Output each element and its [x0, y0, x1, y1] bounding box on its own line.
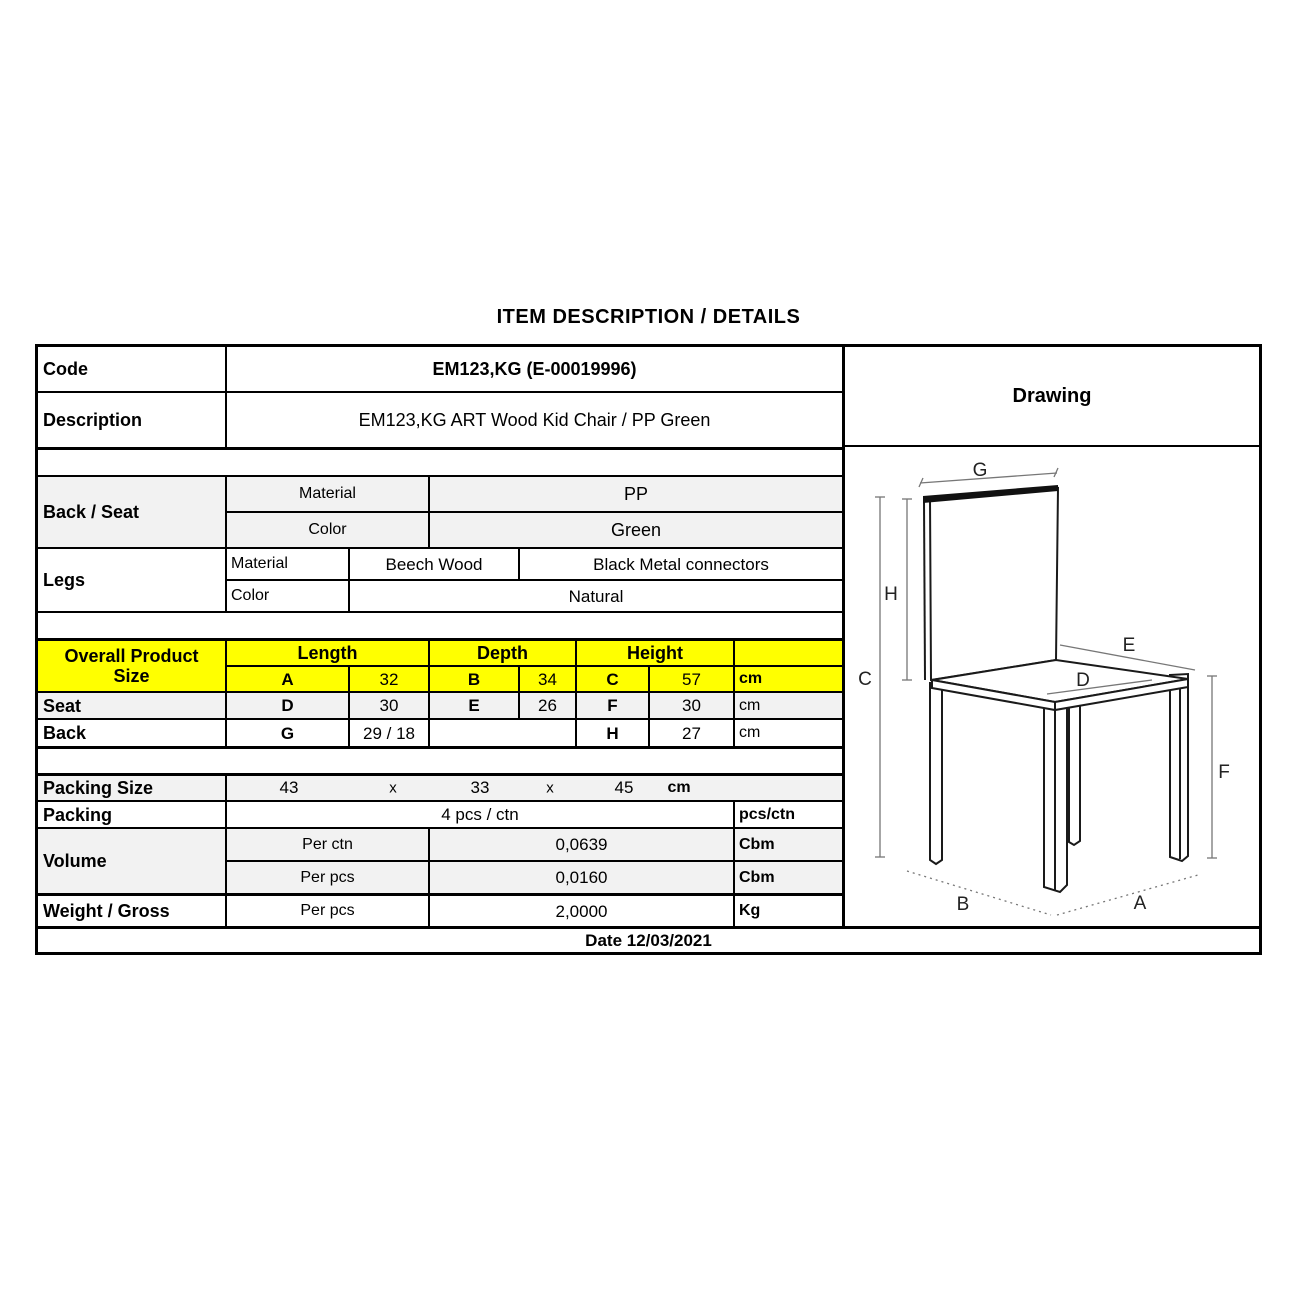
overall-values-row: [225, 665, 842, 691]
packing-value: 4 pcs / ctn: [225, 802, 733, 827]
dim-label-b: B: [956, 894, 970, 915]
height-header: Height: [575, 641, 733, 665]
spec-table: [35, 344, 845, 926]
packing-size-values: [225, 776, 842, 800]
weight-per-label: Per pcs: [225, 896, 428, 926]
packing-size-w: 33: [470, 778, 490, 797]
volume-section: [38, 827, 842, 893]
dim-a-value: 32: [348, 667, 428, 691]
back-seat-material-row: [225, 477, 842, 511]
overall-size-label-line1: Overall Product: [64, 646, 199, 666]
page-title: ITEM DESCRIPTION / DETAILS: [496, 306, 801, 328]
volume-pcs-value: 0,0160: [428, 862, 733, 893]
chair-rear-leg: [1069, 694, 1080, 845]
dim-label-d: D: [1076, 670, 1090, 691]
packing-size-l: 43: [279, 778, 299, 797]
chair-left-leg: [930, 683, 942, 864]
back-seat-color-row: [225, 511, 842, 547]
overall-size-label-line2: Size: [113, 666, 150, 686]
date-row: [35, 926, 1262, 955]
dim-c-key: C: [575, 667, 648, 691]
legs-material-extra: Black Metal connectors: [518, 549, 842, 579]
packing-unit: pcs/ctn: [733, 802, 842, 827]
volume-pcs-label: Per pcs: [225, 862, 428, 893]
packing-size-unit: cm: [667, 779, 691, 796]
dim-label-e: E: [1122, 635, 1136, 656]
dim-e-key: E: [428, 693, 518, 718]
dim-label-a: A: [1133, 893, 1147, 914]
legs-label: Legs: [43, 570, 86, 590]
back-seat-material-label: Material: [225, 477, 428, 511]
description-row: [38, 391, 842, 447]
dim-e-value: 26: [518, 693, 575, 718]
legs-material-row: [225, 549, 842, 579]
volume-ctn-unit: Cbm: [733, 829, 842, 860]
legs-color-row: [225, 579, 842, 611]
overall-size-label: [38, 641, 225, 691]
back-seat-section: [38, 475, 842, 547]
spacer-row: [38, 447, 842, 475]
dim-g-value: 29 / 18: [348, 720, 428, 746]
dim-label-c: C: [858, 669, 872, 690]
back-empty-cell: [428, 720, 575, 746]
packing-size-h: 45: [614, 778, 634, 797]
code-value: EM123,KG (E-00019996): [225, 347, 842, 391]
spacer-row: [38, 746, 842, 773]
length-header: Length: [225, 641, 428, 665]
unit-header: [733, 641, 842, 665]
size-header-row: [225, 641, 842, 665]
volume-ctn-row: [225, 829, 842, 860]
dim-label-g: G: [972, 460, 988, 481]
packing-size-x1: x: [389, 779, 397, 797]
drawing-title: Drawing: [845, 347, 1259, 447]
code-row: [38, 347, 842, 391]
dim-label-h: H: [884, 584, 898, 605]
back-seat-label: Back / Seat: [43, 502, 140, 522]
description-value: EM123,KG ART Wood Kid Chair / PP Green: [225, 393, 842, 447]
depth-header: Depth: [428, 641, 575, 665]
weight-label: Weight / Gross: [43, 901, 170, 921]
dim-c-value: 57: [648, 667, 733, 691]
dim-d-value: 30: [348, 693, 428, 718]
back-label: Back: [43, 723, 87, 743]
dim-h-key: H: [575, 720, 648, 746]
legs-section: [38, 547, 842, 611]
date-text: Date 12/03/2021: [585, 930, 712, 950]
chair-drawing: [845, 447, 1259, 924]
volume-ctn-value: 0,0639: [428, 829, 733, 860]
spacer-row: [38, 611, 842, 638]
packing-label: Packing: [43, 804, 113, 825]
code-label: Code: [43, 359, 88, 379]
description-label: Description: [43, 410, 143, 430]
packing-size-label: Packing Size: [43, 778, 154, 798]
overall-size-section: [38, 638, 842, 691]
overall-unit: cm: [733, 667, 842, 691]
dim-f-value: 30: [648, 693, 733, 718]
back-seat-color-label: Color: [225, 513, 428, 547]
back-seat-material-value: PP: [428, 477, 842, 511]
back-unit: cm: [733, 720, 842, 746]
legs-material-value: Beech Wood: [348, 549, 518, 579]
weight-row: [38, 893, 842, 926]
drawing-panel: [845, 344, 1262, 926]
dim-label-f: F: [1218, 762, 1230, 783]
dim-b-key: B: [428, 667, 518, 691]
back-row: [38, 718, 842, 746]
legs-color-label: Color: [225, 581, 348, 611]
dim-g-key: G: [225, 720, 348, 746]
legs-material-label: Material: [225, 549, 348, 579]
dim-b-value: 34: [518, 667, 575, 691]
volume-label: Volume: [43, 851, 107, 871]
packing-size-row: [38, 773, 842, 800]
packing-row: [38, 800, 842, 827]
dim-f-key: F: [575, 693, 648, 718]
packing-size-x2: x: [546, 779, 554, 797]
dim-a-key: A: [225, 667, 348, 691]
weight-value: 2,0000: [428, 896, 733, 926]
weight-unit: Kg: [733, 896, 842, 926]
back-seat-color-value: Green: [428, 513, 842, 547]
seat-label: Seat: [43, 695, 82, 716]
drawing-body: [845, 447, 1259, 924]
seat-unit: cm: [733, 693, 842, 718]
dim-h-value: 27: [648, 720, 733, 746]
dim-d-key: D: [225, 693, 348, 718]
volume-pcs-row: [225, 860, 842, 893]
volume-pcs-unit: Cbm: [733, 862, 842, 893]
seat-row: [38, 691, 842, 718]
volume-ctn-label: Per ctn: [225, 829, 428, 860]
legs-color-value: Natural: [348, 581, 842, 611]
